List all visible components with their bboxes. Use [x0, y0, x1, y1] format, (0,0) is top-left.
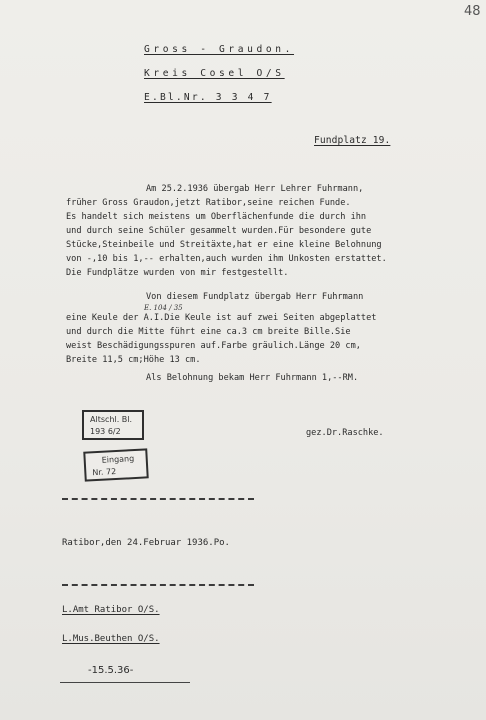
- body-line-11: weist Beschädigungsspuren auf.Farbe gräulich.Länge 20 cm,: [66, 341, 361, 351]
- separator-rule-1: [62, 498, 254, 500]
- signature: gez.Dr.Raschke.: [306, 428, 384, 438]
- body-line-8: Von diesem Fundplatz übergab Herr Fuhrmann: [146, 292, 364, 302]
- header-line-3: E.Bl.Nr. 3 3 4 7: [144, 92, 272, 103]
- date-stamp: -15.5.36-: [88, 665, 134, 676]
- body-line-3: Es handelt sich meistens um Oberflächenfunde die durch ihn: [66, 212, 367, 222]
- archive-stamp: [82, 410, 144, 440]
- separator-rule-2: [62, 584, 254, 586]
- body-line-13: Als Belohnung bekam Herr Fuhrmann 1,--RM.: [146, 373, 359, 383]
- body-line-6: von -,10 bis 1,-- erhalten,auch wurden ihm Unkosten erstattet.: [66, 254, 387, 264]
- entry-stamp-line-1: Eingang: [101, 454, 135, 465]
- page-number: 48: [464, 4, 481, 19]
- body-line-10: und durch die Mitte führt eine ca.3 cm breite Bille.Sie: [66, 327, 351, 337]
- header-line-1: Gross - Graudon.: [144, 44, 295, 55]
- margin-note: E. 104 / 35: [144, 304, 183, 312]
- recipient-line-1: L.Amt Ratibor O/S.: [62, 605, 160, 615]
- body-line-9: eine Keule der A.I.Die Keule ist auf zwei Seiten abgeplattet: [66, 313, 377, 323]
- entry-stamp-line-2: Nr. 72: [92, 467, 117, 478]
- body-line-5: Stücke,Steinbeile und Streitäxte,hat er eine kleine Belohnung: [66, 240, 382, 250]
- body-line-2: früher Gross Graudon,jetzt Ratibor,seine reichen Funde.: [66, 198, 351, 208]
- archive-stamp-line-1: Altschl. Bl.: [90, 415, 133, 424]
- place-date: Ratibor,den 24.Februar 1936.Po.: [62, 538, 230, 548]
- recipient-line-2: L.Mus.Beuthen O/S.: [62, 634, 160, 644]
- body-line-7: Die Fundplätze wurden von mir festgestellt.: [66, 268, 289, 278]
- body-line-4: und durch seine Schüler gesammelt wurden.Für besondere gute: [66, 226, 372, 236]
- body-line-1: Am 25.2.1936 übergab Herr Lehrer Fuhrmann,: [146, 184, 364, 194]
- site-label: Fundplatz 19.: [314, 135, 391, 146]
- entry-stamp: [83, 448, 148, 481]
- header-line-2: Kreis Cosel O/S: [144, 68, 285, 79]
- body-line-12: Breite 11,5 cm;Höhe 13 cm.: [66, 355, 201, 365]
- archive-stamp-line-2: 193 6/2: [90, 427, 121, 436]
- date-stamp-underline: [60, 682, 190, 683]
